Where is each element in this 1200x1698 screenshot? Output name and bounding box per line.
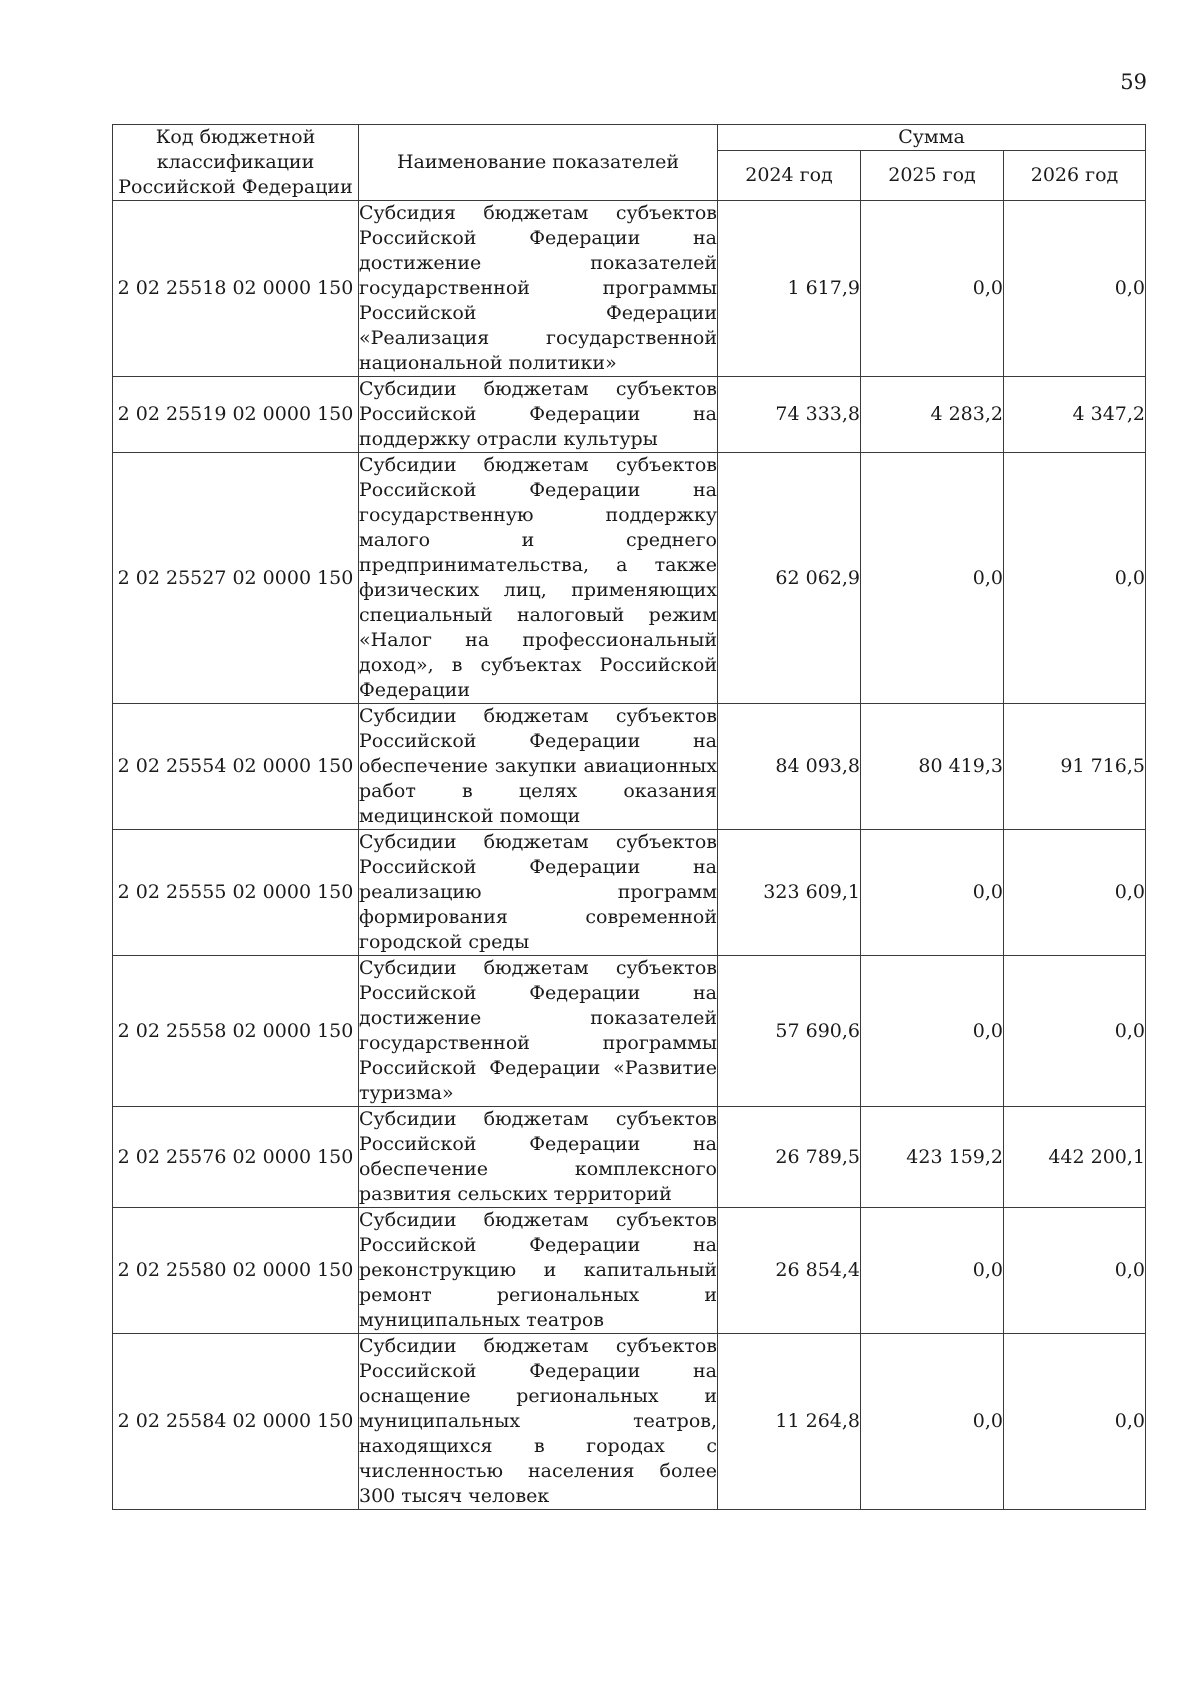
row-code: 2 02 25558 02 0000 150 <box>113 956 359 1107</box>
budget-table <box>112 124 1146 1510</box>
row-code: 2 02 25580 02 0000 150 <box>113 1208 359 1334</box>
row-2025-value: 0,0 <box>861 830 1004 956</box>
row-2026-value: 0,0 <box>1004 830 1146 956</box>
row-name: Субсидия бюджетам субъектов Российской Федерации на достижение показателей государственной программы Российской Федерации «Реализация государственной национальной политики» <box>359 201 718 377</box>
row-2024-value: 84 093,8 <box>718 704 861 830</box>
row-name: Субсидии бюджетам субъектов Российской Федерации на реализацию программ формирования современной городской среды <box>359 830 718 956</box>
row-2026-value: 442 200,1 <box>1004 1107 1146 1208</box>
row-2026-value: 0,0 <box>1004 1208 1146 1334</box>
row-2026-value: 0,0 <box>1004 453 1146 704</box>
row-code: 2 02 25527 02 0000 150 <box>113 453 359 704</box>
page-number: 59 <box>1120 70 1147 94</box>
row-name: Субсидии бюджетам субъектов Российской Федерации на обеспечение комплексного развития сельских территорий <box>359 1107 718 1208</box>
row-code: 2 02 25518 02 0000 150 <box>113 201 359 377</box>
row-name: Субсидии бюджетам субъектов Российской Федерации на поддержку отрасли культуры <box>359 377 718 453</box>
table-row <box>113 1334 1146 1510</box>
row-2026-value: 0,0 <box>1004 1334 1146 1510</box>
table-header <box>113 125 1146 201</box>
row-name: Субсидии бюджетам субъектов Российской Федерации на оснащение региональных и муниципальных театров, находящихся в городах с численностью населения более 300 тысяч человек <box>359 1334 718 1510</box>
row-2024-value: 62 062,9 <box>718 453 861 704</box>
row-code: 2 02 25584 02 0000 150 <box>113 1334 359 1510</box>
row-2025-value: 0,0 <box>861 201 1004 377</box>
table-row <box>113 704 1146 830</box>
row-2025-value: 80 419,3 <box>861 704 1004 830</box>
row-2024-value: 26 789,5 <box>718 1107 861 1208</box>
row-2025-value: 4 283,2 <box>861 377 1004 453</box>
row-code: 2 02 25555 02 0000 150 <box>113 830 359 956</box>
table-row <box>113 377 1146 453</box>
table-row <box>113 453 1146 704</box>
row-2024-value: 1 617,9 <box>718 201 861 377</box>
row-2025-value: 0,0 <box>861 1334 1004 1510</box>
header-year-2025: 2025 год <box>861 151 1004 201</box>
header-name: Наименование показателей <box>359 125 718 201</box>
table-row <box>113 956 1146 1107</box>
row-2026-value: 91 716,5 <box>1004 704 1146 830</box>
row-2024-value: 11 264,8 <box>718 1334 861 1510</box>
table-row <box>113 1208 1146 1334</box>
table-row <box>113 830 1146 956</box>
row-2025-value: 0,0 <box>861 956 1004 1107</box>
row-name: Субсидии бюджетам субъектов Российской Федерации на обеспечение закупки авиационных работ в целях оказания медицинской помощи <box>359 704 718 830</box>
row-2024-value: 26 854,4 <box>718 1208 861 1334</box>
table-row <box>113 201 1146 377</box>
header-year-2024: 2024 год <box>718 151 861 201</box>
row-code: 2 02 25519 02 0000 150 <box>113 377 359 453</box>
row-name: Субсидии бюджетам субъектов Российской Федерации на достижение показателей государственной программы Российской Федерации «Развитие туризма» <box>359 956 718 1107</box>
row-2026-value: 0,0 <box>1004 201 1146 377</box>
row-2024-value: 323 609,1 <box>718 830 861 956</box>
table-row <box>113 1107 1146 1208</box>
row-2025-value: 0,0 <box>861 453 1004 704</box>
row-2026-value: 4 347,2 <box>1004 377 1146 453</box>
row-name: Субсидии бюджетам субъектов Российской Федерации на реконструкцию и капитальный ремонт региональных и муниципальных театров <box>359 1208 718 1334</box>
row-2025-value: 423 159,2 <box>861 1107 1004 1208</box>
header-code: Код бюджетной классификации Российской Федерации <box>113 125 359 201</box>
row-2026-value: 0,0 <box>1004 956 1146 1107</box>
header-year-2026: 2026 год <box>1004 151 1146 201</box>
row-code: 2 02 25554 02 0000 150 <box>113 704 359 830</box>
table-body <box>113 201 1146 1510</box>
row-2024-value: 74 333,8 <box>718 377 861 453</box>
row-code: 2 02 25576 02 0000 150 <box>113 1107 359 1208</box>
row-name: Субсидии бюджетам субъектов Российской Федерации на государственную поддержку малого и среднего предпринимательства, а также физических лиц, применяющих специальный налоговый режим «Налог на профессиональный доход», в субъектах Российской Федерации <box>359 453 718 704</box>
row-2025-value: 0,0 <box>861 1208 1004 1334</box>
header-sum: Сумма <box>718 125 1146 151</box>
row-2024-value: 57 690,6 <box>718 956 861 1107</box>
